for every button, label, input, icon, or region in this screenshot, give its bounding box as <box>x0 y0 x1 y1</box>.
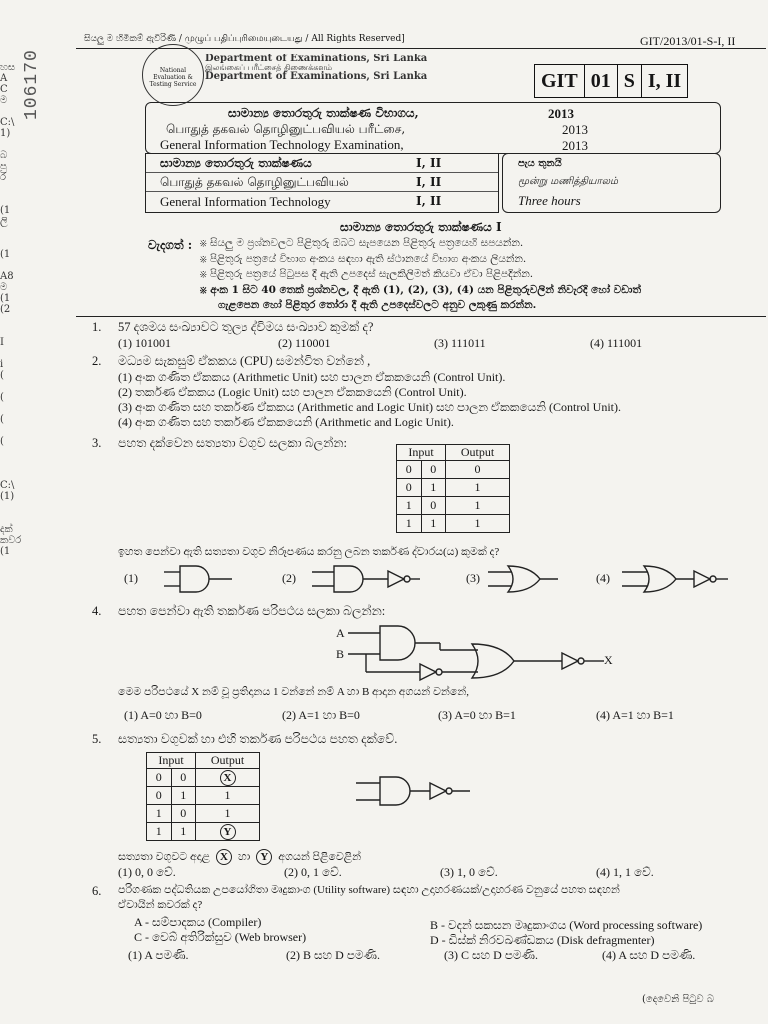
exam-year-3: 2013 <box>562 138 588 153</box>
x-symbol: X <box>220 770 236 786</box>
q1-number: 1. <box>92 320 102 334</box>
q5-option: (1) 0, 0 වේ. <box>118 865 176 879</box>
note-item: ※ පිළිතුරු පත්‍රයේ පිටුපස දී ඇති උපදෙස් සැලකිලිමත් කියවා ඒවා පිළිපදින්න. <box>200 268 534 280</box>
subject-part-3: I, II <box>416 194 442 208</box>
q3-question: ඉහත පෙන්වා ඇති සත්‍යතා වගුව නිරූපණය කරනු ලබන තර්කණ ද්වාරය(ය) කුමක් ද? <box>118 546 500 558</box>
and-not-gate-icon <box>312 566 420 592</box>
exam-title-ta: பொதுத் தகவல் தொழினுட்பவியல் பரீட்சை, <box>166 122 406 136</box>
q6-item: C - වෙබ් අතිරික්සුව (Web browser) <box>134 930 307 944</box>
q5-option: (2) 0, 1 වේ. <box>284 865 342 879</box>
table-row: 1 1 Y <box>147 823 260 841</box>
q5-question: සත්‍යතා වගුවට අදාළ X හා Y අගයන් පිළිවෙළින් <box>118 850 362 863</box>
q3-number: 3. <box>92 436 102 450</box>
q4-text: පහත පෙන්වා ඇති තර්කණ පරිපථය සලකා බලන්න: <box>118 604 386 618</box>
q1-option: (4) 111001 <box>590 336 643 350</box>
q2-option: (4) අංක ගණිත සහ තර්කණ ඒකකයෙනි (Arithmetic and Logic Unit). <box>118 415 454 429</box>
note-item: ※ සියලු ම ප්‍රශ්නවලට පිළිතුරු ඔබට සැපයෙන පිළිතුරු පත්‍රයෙහි සපයන්න. <box>200 237 524 249</box>
exam-year-2: 2013 <box>562 122 588 137</box>
table-header: Input <box>397 445 446 461</box>
q4-output-x: X <box>604 653 613 667</box>
table-header: Input <box>147 753 196 769</box>
q4-option: (1) A=0 හා B=0 <box>124 708 202 722</box>
q3-option: (1) <box>124 571 138 585</box>
q5-truth-table <box>146 752 260 841</box>
q3-option: (2) <box>282 571 296 585</box>
subject-part-1: I, II <box>416 156 442 170</box>
serial-number: 106170 <box>22 49 42 120</box>
notes-label: වැදගත් : <box>148 238 193 252</box>
and-gate-icon <box>164 566 232 592</box>
q5-number: 5. <box>92 732 102 746</box>
evaluation-stamp: National Evaluation & Testing Service <box>142 44 204 106</box>
table-row: 0 1 1 <box>147 787 260 805</box>
table-row: 0 0 0 <box>397 461 510 479</box>
q4-number: 4. <box>92 604 102 618</box>
rights-notice: සියලු ම හිමිකම් ඇවිරිණි / முழுப் பதிப்புரிமையுடையது / All Rights Reserved] <box>84 34 405 44</box>
q2-option: (3) අංක ගණිත සහ තර්කණ ඒකකය (Arithmetic and Logic Unit) සහ පාලන ඒකකයෙනි (Control Unit). <box>118 400 621 414</box>
q6-text-line1: පරිගණක පද්ධතියක උපයෝගිතා මෘදුකාංග (Utility software) සඳහා උදාහරණයක්/උදාහරණ වනුයේ පහත සඳහන් <box>118 884 620 896</box>
table-row: 0 0 X <box>147 769 260 787</box>
q3-text: පහත දක්වෙන සත්‍යතා වගුව සලකා බලන්න: <box>118 436 347 450</box>
q2-option: (1) අංක ගණිත ඒකකය (Arithmetic Unit) සහ පාලන ඒකකයෙනි (Control Unit). <box>118 370 506 384</box>
q3-option: (4) <box>596 571 610 585</box>
or-not-gate-icon <box>622 566 728 592</box>
q2-number: 2. <box>92 354 102 368</box>
table-header: Output <box>196 753 260 769</box>
q5-text: සත්‍යතා වගුවක් හා එහි තර්කණ පරිපථය පහත දක්වේ. <box>118 732 398 746</box>
note-item: ※ අංක 1 සිට 40 තෙක් ප්‍රශ්නවල, දී ඇති (1), (2), (3), (4) යන පිළිතුරුවලින් නිවැරදි හෝ වඩාත් <box>200 283 641 296</box>
table-header: Output <box>446 445 510 461</box>
edge-fragment: හස A C ම C:\ 1) බ පු ර (1 ලි (1 A8 ම (1 (2 I i ( ( ( ( C:\ (1) දක් කවර (1 <box>0 62 22 557</box>
or-gate-icon <box>488 566 558 592</box>
q4-question: මෙම පරිපථයේ X නම් වූ ප්‍රතිදානය 1 වන්නේ නම් A හා B ආදාන අගයන් වන්නේ, <box>118 686 469 698</box>
q6-option: (1) A පමණි. <box>128 948 189 962</box>
q4-option: (4) A=1 හා B=1 <box>596 708 674 722</box>
table-row: 1 1 1 <box>397 515 510 533</box>
note-item: ※ පිළිතුරු පත්‍රයේ විභාග අංකය සඳහා ඇති ස්ථානයේ විභාග අංකය ලියන්න. <box>200 252 527 265</box>
duration-en: Three hours <box>518 193 581 208</box>
duration-ta: மூன்று மணித்தியாலம் <box>518 176 619 187</box>
q6-item: D - ඩිස්ක් නිරවඛණ්ඩකය (Disk defragmenter) <box>430 933 655 947</box>
subject-ta: பொதுத் தகவல் தொழினுட்பவியல் <box>160 175 349 189</box>
duration-si: පැය තුනයි <box>518 158 562 169</box>
exam-title-si: සාමාන්‍ය තොරතුරු තාක්ෂණ විභාගය, <box>228 106 419 120</box>
table-row: 0 1 1 <box>397 479 510 497</box>
x-symbol: X <box>216 849 232 865</box>
paper-code: GIT/2013/01-S-I, II <box>640 34 736 48</box>
note-item: ගැළපෙන හෝ පිළිතුර තෝරා දී ඇති උපදෙස්වලට අනුව ලකුණු කරන්න. <box>218 299 537 311</box>
y-symbol: Y <box>256 849 272 865</box>
subject-part-2: I, II <box>416 175 442 189</box>
q6-item: B - වදන් සකසන මෘදුකාංගය (Word processing software) <box>430 918 703 932</box>
q5-option: (3) 1, 0 වේ. <box>440 865 498 879</box>
exam-title-en: General Information Technology Examination, <box>160 137 404 152</box>
q4-input-a: A <box>336 626 345 640</box>
q1-option: (2) 110001 <box>278 336 331 350</box>
q6-option: (3) C සහ D පමණි. <box>444 948 538 962</box>
q2-text: මධ්‍යම සැකසුම් ඒකකය (CPU) සමන්විත වන්නේ , <box>118 354 371 368</box>
q4-option: (2) A=1 හා B=0 <box>282 708 360 722</box>
q4-input-b: B <box>336 647 345 661</box>
q4-circuit-diagram <box>348 626 604 680</box>
paper-badge: GIT 01 S I, II <box>534 64 688 98</box>
y-symbol: Y <box>220 824 236 840</box>
q5-circuit-diagram <box>356 777 470 805</box>
q1-option: (1) 101001 <box>118 336 171 350</box>
part-title: සාමාන්‍ය තොරතුරු තාක්ෂණය I <box>340 220 502 234</box>
exam-year-1: 2013 <box>548 106 574 121</box>
page-footer: (දෙවෙනි පිටුව බ <box>642 994 714 1005</box>
q6-option: (2) B සහ D පමණි. <box>286 948 380 962</box>
q2-option: (2) තර්කණ ඒකකය (Logic Unit) සහ පාලන ඒකකයෙනි (Control Unit). <box>118 385 467 399</box>
table-row: 1 0 1 <box>397 497 510 515</box>
q1-text: 57 දශමය සංඛ්‍යාවට තුල්‍ය ද්විමය සංඛ්‍යාව කුමක් ද? <box>118 320 374 334</box>
q1-option: (3) 111011 <box>434 336 486 350</box>
q6-item: A - සම්පාදකය (Compiler) <box>134 915 262 929</box>
q6-number: 6. <box>92 884 102 898</box>
q6-text-line2: ඒවායින් කවරක් ද? <box>118 899 203 911</box>
department-header: Department of Examinations, Sri Lanka இலங்கைப் பரீட்சைத் திணைக்களம் Department of Examinations, Sri Lanka <box>205 54 428 82</box>
subject-en: General Information Technology <box>160 194 331 209</box>
q3-option: (3) <box>466 571 480 585</box>
table-row: 1 0 1 <box>147 805 260 823</box>
q4-option: (3) A=0 හා B=1 <box>438 708 516 722</box>
subject-si: සාමාන්‍ය තොරතුරු තාක්ෂණය <box>160 156 312 170</box>
q5-option: (4) 1, 1 වේ. <box>596 865 654 879</box>
q6-option: (4) A සහ D පමණි. <box>602 948 696 962</box>
